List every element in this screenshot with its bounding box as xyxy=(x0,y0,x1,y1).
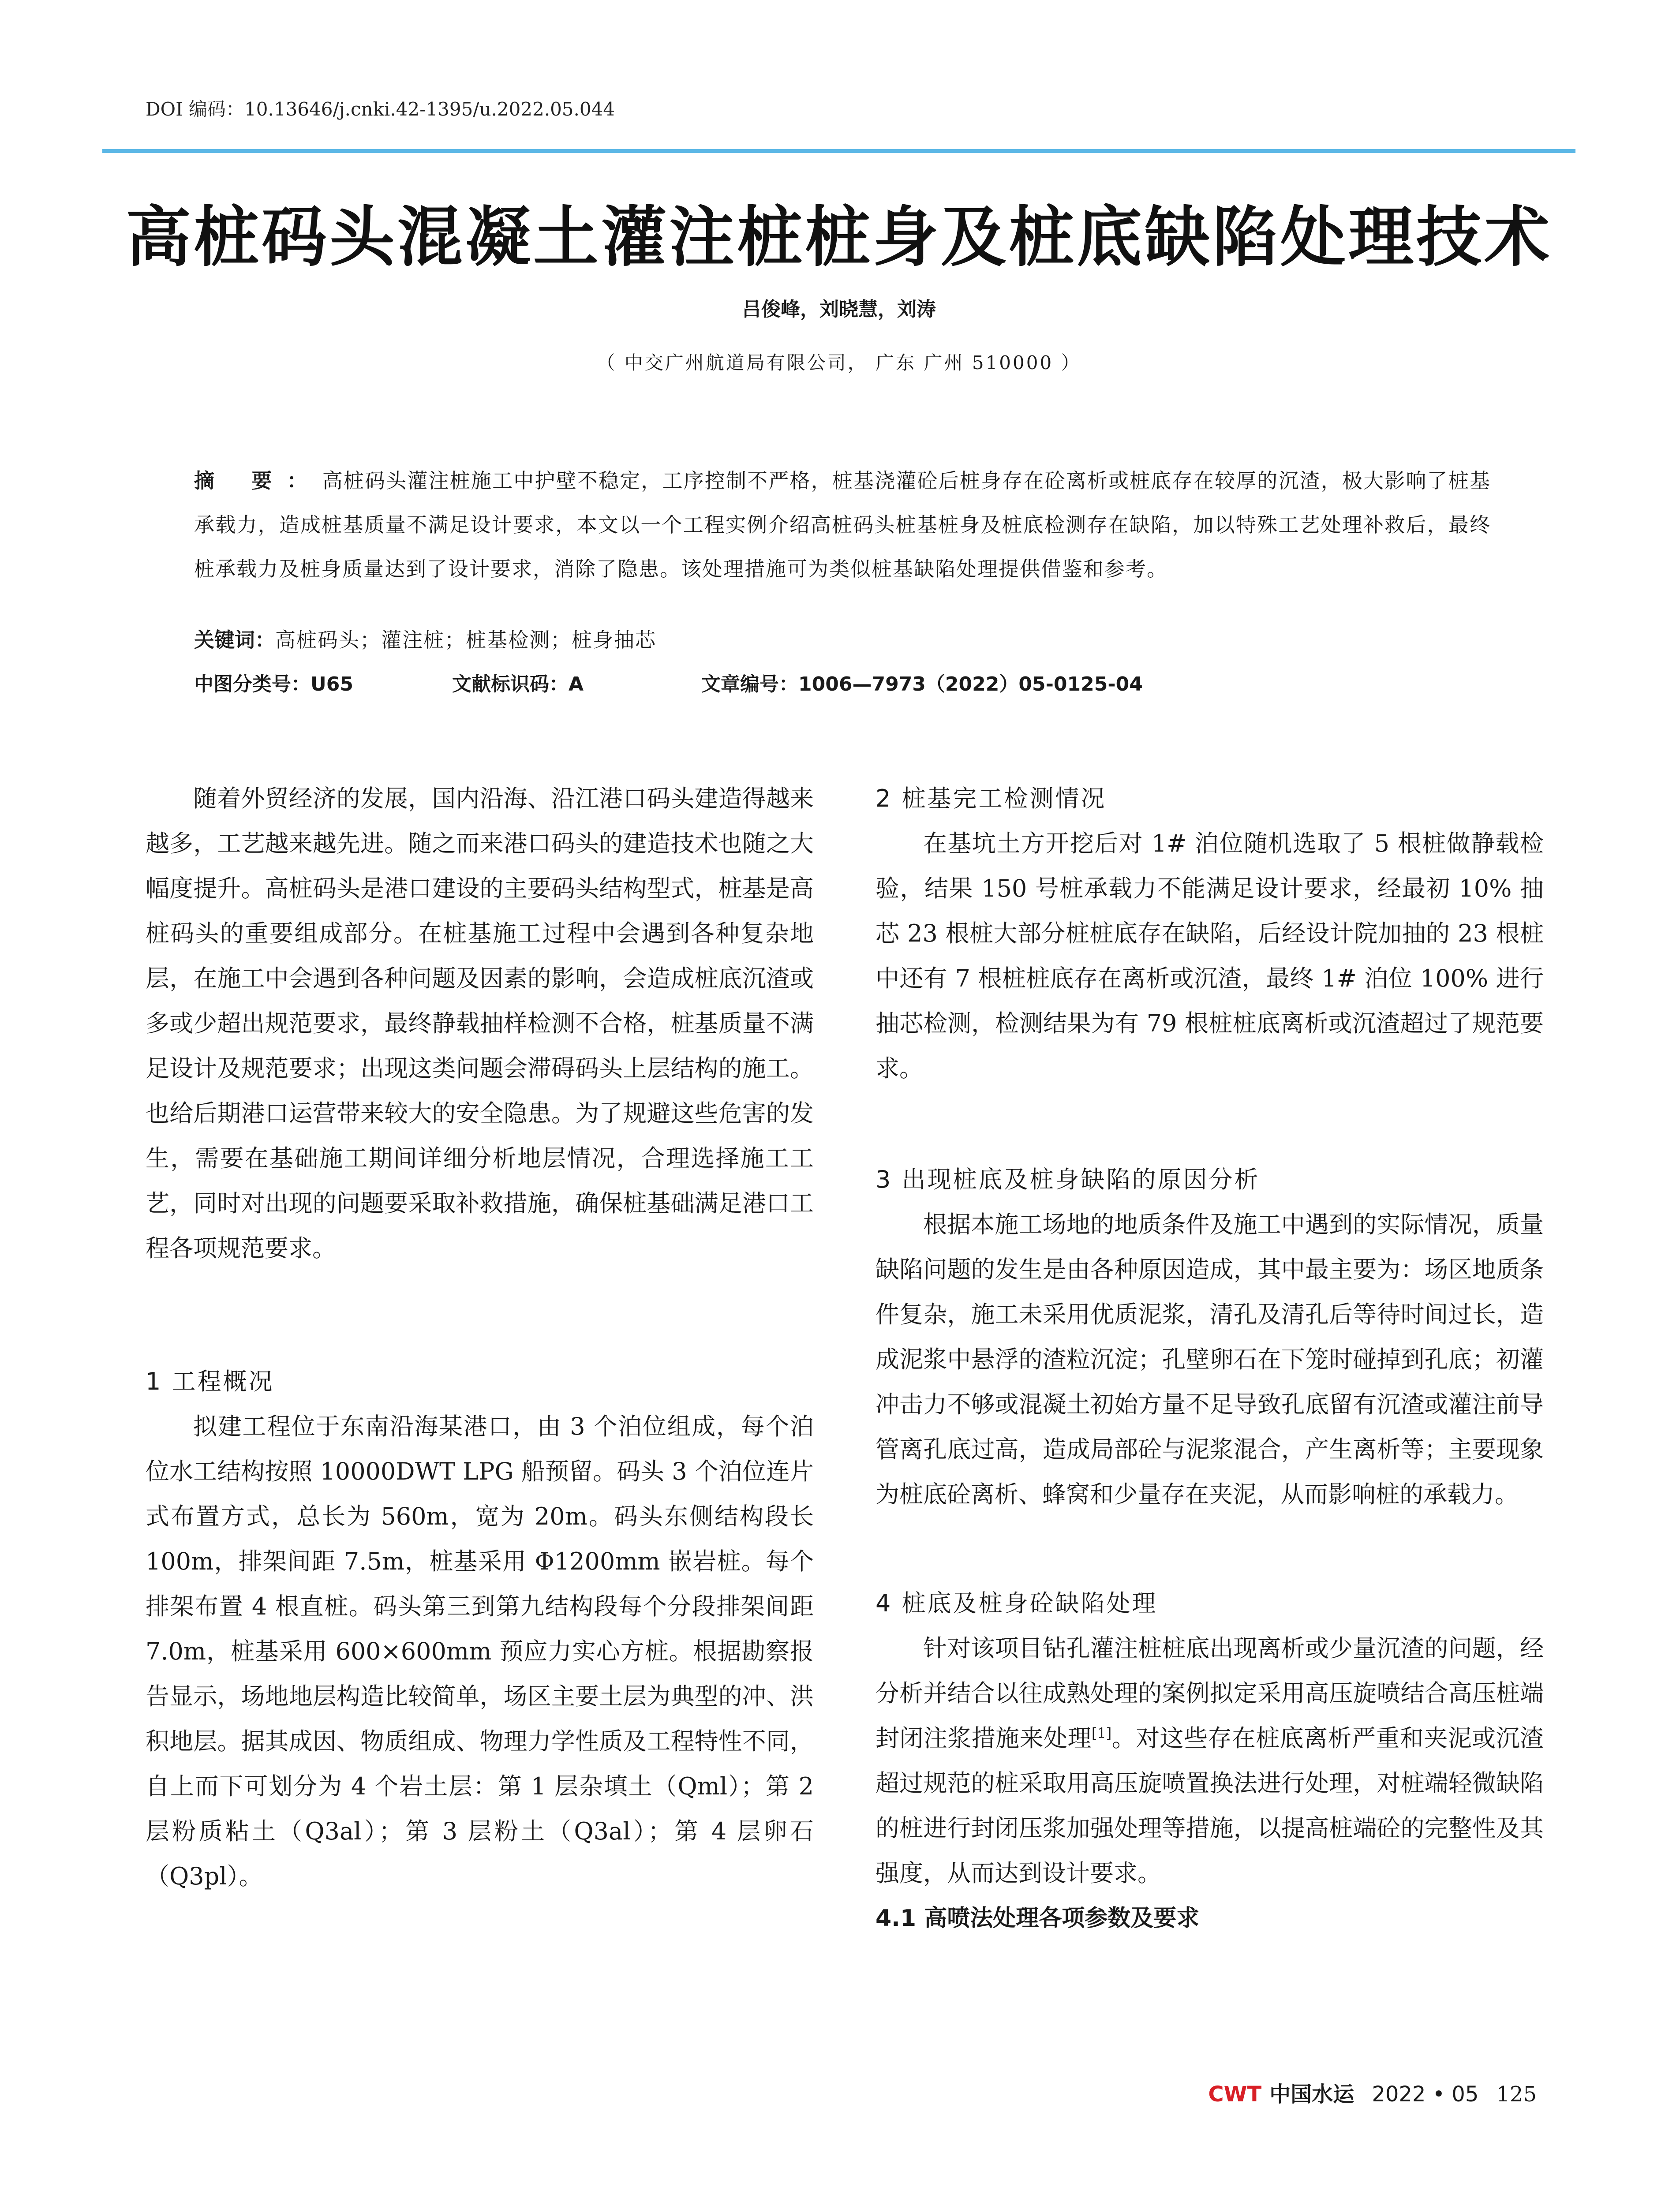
cwt-logo: CWT xyxy=(1208,2082,1262,2107)
keywords-text: 高桩码头；灌注桩；桩基检测；桩身抽芯 xyxy=(275,628,656,652)
section-1-title: 1 工程概况 xyxy=(146,1368,274,1395)
section-2-title: 2 桩基完工检测情况 xyxy=(876,785,1107,812)
document-code: 文献标识码：A xyxy=(452,673,584,695)
section-2-text: 在基坑土方开挖后对 1# 泊位随机选取了 5 根桩做静载检验，结果 150 号桩承载力不能满足设计要求，经最初 10% 抽芯 23 根桩大部分桩桩底存在缺陷，后经设计院加抽的 23 根桩中还有 7 根桩桩底存在离析或沉渣，最终 1# 泊位 100% 进行抽芯检测，检测结果为有 79 根桩桩底离析或沉渣超过了规范要求。 xyxy=(876,830,1544,1082)
right-column xyxy=(876,776,1544,1941)
page-footer xyxy=(1208,2077,1537,2108)
page-number: 125 xyxy=(1496,2082,1537,2107)
journal-name: 中国水运 xyxy=(1269,2082,1354,2107)
section-4-text: 针对该项目钻孔灌注桩桩底出现离析或少量沉渣的问题，经分析并结合以往成熟处理的案例拟定采用高压旋喷结合高压桩端封闭注浆措施来处理[1]。对这些存在桩底离析严重和夹泥或沉渣超过规范的桩采取用高压旋喷置换法进行处理，对桩端轻微缺陷的桩进行封闭压浆加强处理等措施，以提高桩端砼的完整性及其强度，从而达到设计要求。 xyxy=(876,1634,1544,1887)
article-number: 文章编号：1006—7973（2022）05-0125-04 xyxy=(701,673,1143,695)
doi: DOI 编码：10.13646/j.cnki.42-1395/u.2022.05.044 xyxy=(146,98,615,120)
section-3-text: 根据本施工场地的地质条件及施工中遇到的实际情况，质量缺陷问题的发生是由各种原因造成，其中最主要为：场区地质条件复杂，施工未采用优质泥浆，清孔及清孔后等待时间过长，造成泥浆中悬浮的渣粒沉淀；孔壁卵石在下笼时碰掉到孔底；初灌冲击力不够或混凝土初始方量不足导致孔底留有沉渣或灌注前导管离孔底过高，造成局部砼与泥浆混合，产生离析等；主要现象为桩底砼离析、蜂窝和少量存在夹泥，从而影响桩的承载力。 xyxy=(876,1211,1544,1508)
left-column xyxy=(146,776,814,1899)
affiliation: （ 中交广州航道局有限公司， 广东 广州 510000 ） xyxy=(596,352,1081,374)
subsection-4-1-title: 4.1 高喷法处理各项参数及要求 xyxy=(876,1905,1200,1932)
clc-number: 中图分类号：U65 xyxy=(194,673,353,695)
authors: 吕俊峰，刘晓慧，刘涛 xyxy=(742,298,936,321)
abstract xyxy=(194,459,1491,591)
citation-ref[interactable]: [1] xyxy=(1091,1725,1112,1742)
paper-title: 高桩码头混凝土灌注桩桩身及桩底缺陷处理技术 xyxy=(126,198,1552,275)
intro-paragraph: 随着外贸经济的发展，国内沿海、沿江港口码头建造得越来越多，工艺越来越先进。随之而来港口码头的建造技术也随之大幅度提升。高桩码头是港口建设的主要码头结构型式，桩基是高桩码头的重要组成部分。在桩基施工过程中会遇到各种复杂地层，在施工中会遇到各种问题及因素的影响，会造成桩底沉渣或多或少超出规范要求，最终静载抽样检测不合格，桩基质量不满足设计及规范要求；出现这类问题会滞碍码头上层结构的施工。也给后期港口运营带来较大的安全隐患。为了规避这些危害的发生，需要在基础施工期间详细分析地层情况，合理选择施工工艺，同时对出现的问题要采取补救措施，确保桩基础满足港口工程各项规范要求。 xyxy=(146,785,814,1262)
header-rule xyxy=(102,149,1575,153)
section-1-text: 拟建工程位于东南沿海某港口，由 3 个泊位组成，每个泊位水工结构按照 10000DWT LPG 船预留。码头 3 个泊位连片式布置方式，总长为 560m，宽为 20m。码头东侧结构段长 100m，排架间距 7.5m，桩基采用 Φ1200mm 嵌岩桩。每个排架布置 4 根直桩。码头第三到第九结构段每个分段排架间距 7.0m，桩基采用 600×600mm 预应力实心方桩。根据勘察报告显示，场地地层构造比较简单，场区主要土层为典型的冲、洪积地层。据其成因、物质组成、物理力学性质及工程特性不同，自上而下可划分为 4 个岩土层：第 1 层杂填土（Qml）；第 2 层粉质粘土（Q3al）；第 3 层粉土（Q3al）；第 4 层卵石（Q3pl）。 xyxy=(146,1413,814,1890)
abstract-label: 摘 要： xyxy=(194,469,322,493)
abstract-text: 高桩码头灌注桩施工中护壁不稳定，工序控制不严格，桩基浇灌砼后桩身存在砼离析或桩底存在较厚的沉渣，极大影响了桩基承载力，造成桩基质量不满足设计要求，本文以一个工程实例介绍高桩码头桩基桩身及桩底检测存在缺陷，加以特殊工艺处理补救后，最终桩承载力及桩身质量达到了设计要求，消除了隐患。该处理措施可为类似桩基缺陷处理提供借鉴和参考。 xyxy=(194,469,1491,581)
section-4-title: 4 桩底及桩身砼缺陷处理 xyxy=(876,1589,1158,1617)
section-3-title: 3 出现桩底及桩身缺陷的原因分析 xyxy=(876,1166,1260,1193)
keywords-label: 关键词： xyxy=(194,628,275,652)
keywords xyxy=(194,624,656,653)
issue-number: 2022 • 05 xyxy=(1372,2082,1479,2107)
